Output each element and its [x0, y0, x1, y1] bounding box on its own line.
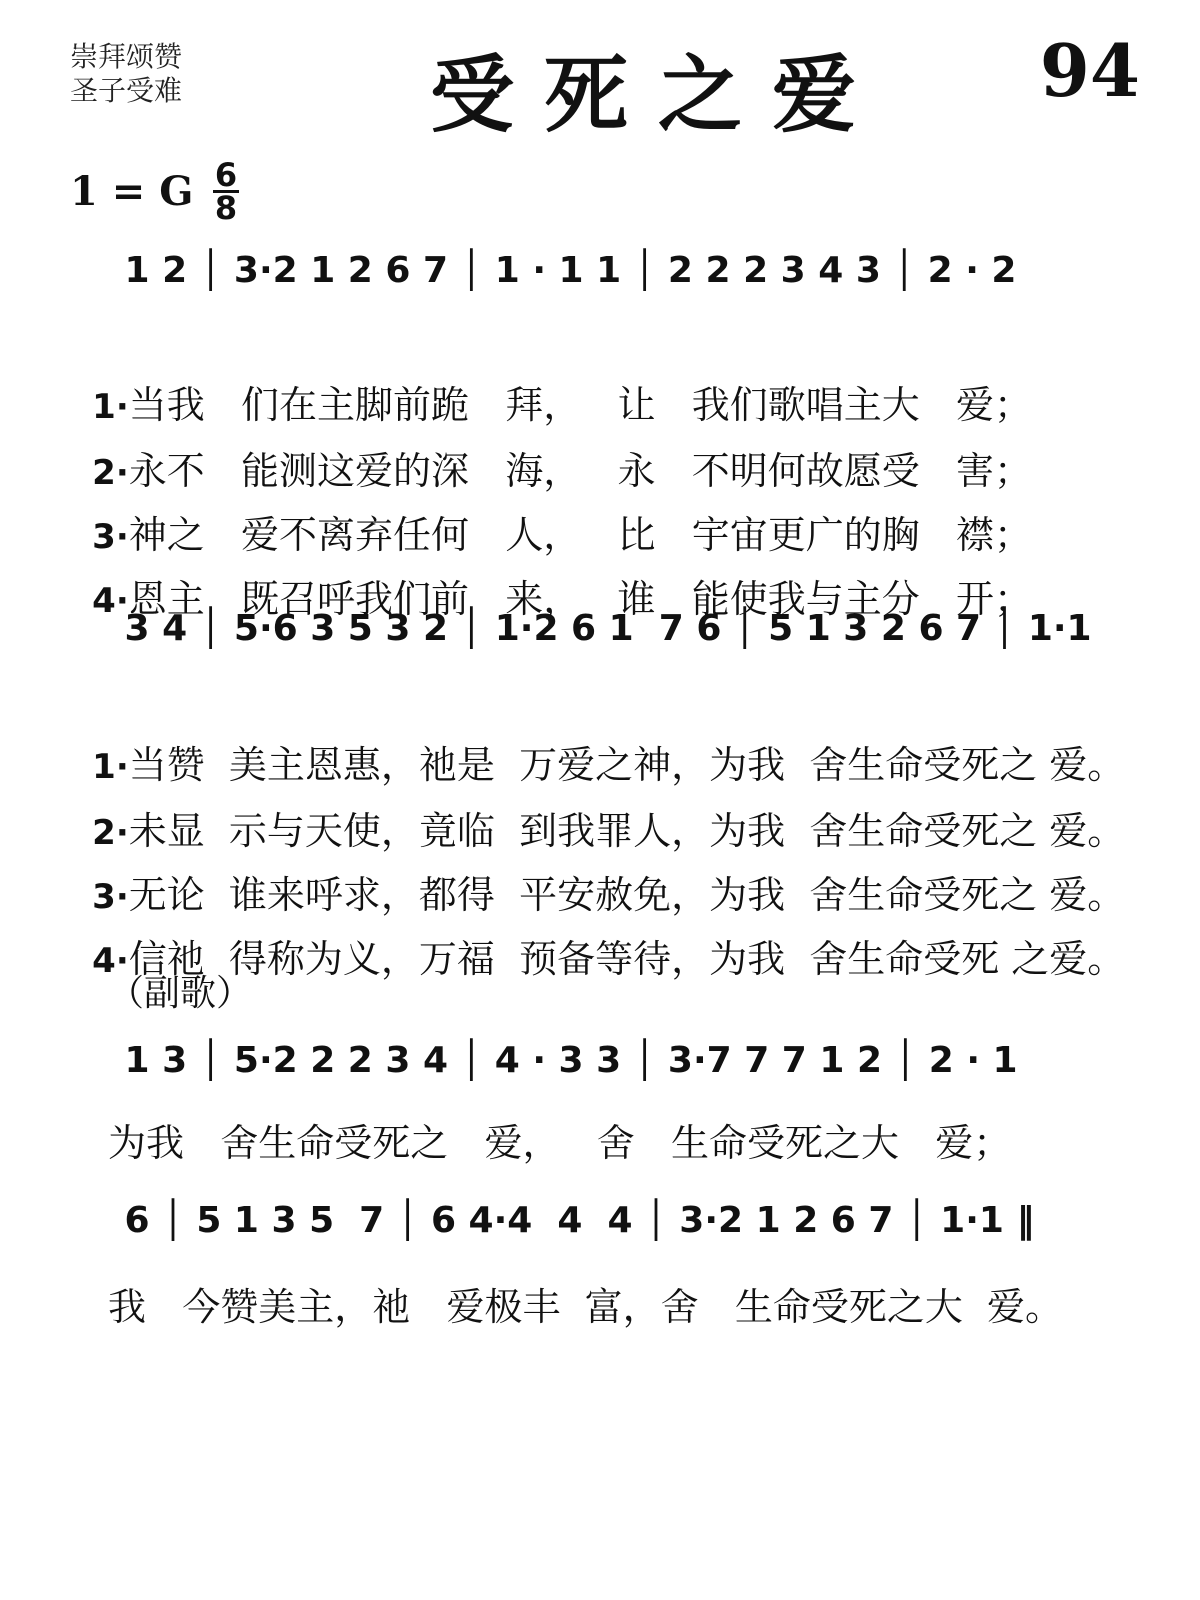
verse-text: 信祂 得称为义，万福 预备等待，为我 舍生命受死 之爱。 [128, 937, 1126, 981]
hymn-number: 94 [1039, 28, 1140, 113]
time-signature-bottom: 8 [214, 189, 238, 227]
verse-text: 永不 能测这爱的深 海， 永 不明何故愿受 害； [128, 449, 1032, 493]
verse-number: 3· [92, 877, 129, 917]
verse-number: 2· [92, 813, 129, 853]
verse-number: 4· [92, 941, 129, 981]
hymn-title: 受死之爱 [430, 45, 887, 144]
time-signature-top: 6 [214, 156, 238, 194]
category-line-2: 圣子受难 [70, 74, 183, 107]
notation-line-3: 1 3 │ 5·2 2 2 3 4 │ 4 · 3 3 │ 3·7 7 7 1 2 │ 2 · 1 [112, 1040, 1018, 1081]
verse-text: 未显 示与天使，竟临 到我罪人，为我 舍生命受死之 爱。 [128, 809, 1126, 853]
chorus-label: （副歌） [108, 973, 253, 1014]
category-line-1: 崇拜颂赞 [70, 40, 183, 73]
time-signature [212, 156, 240, 227]
chorus-lyric: 我 今赞美主，祂 爱极丰 富，舍 生命受死之大 爱。 [108, 1285, 1064, 1329]
verse-text: 无论 谁来呼求，都得 平安赦免，为我 舍生命受死之 爱。 [128, 873, 1126, 917]
chorus-lyric: 为我 舍生命受死之 爱， 舍 生命受死之大 爱； [108, 1121, 1012, 1165]
verse-number: 1· [92, 387, 129, 427]
verse-text: 当赞 美主恩惠，祂是 万爱之神，为我 舍生命受死之 爱。 [128, 743, 1126, 787]
notation-line-2: 3 4 │ 5·6 3 5 3 2 │ 1·2 6 1 7 6 │ 5 1 3 2 6 7 │ 1·1 [112, 608, 1092, 649]
verse-text: 恩主 既召呼我们前 来， 谁 能使我与主分 开； [128, 577, 1032, 621]
verse-text: 神之 爱不离弃任何 人， 比 宇宙更广的胸 襟； [128, 513, 1032, 557]
verse-number: 2· [92, 453, 129, 493]
verse-number: 3· [92, 517, 129, 557]
verse-number: 4· [92, 581, 129, 621]
category-label [70, 40, 182, 108]
notation-line-4: 6 │ 5 1 3 5 7 │ 6 4·4 4 4 │ 3·2 1 2 6 7 │ 1·1 ‖ [112, 1200, 1035, 1241]
verse-text: 当我 们在主脚前跪 拜， 让 我们歌唱主大 爱； [128, 383, 1032, 427]
notation-line-1: 1 2 │ 3·2 1 2 6 7 │ 1 · 1 1 │ 2 2 2 3 4 3 │ 2 · 2 [112, 250, 1017, 291]
key-signature: 1 = G [70, 168, 194, 215]
verse-number: 1· [92, 747, 129, 787]
